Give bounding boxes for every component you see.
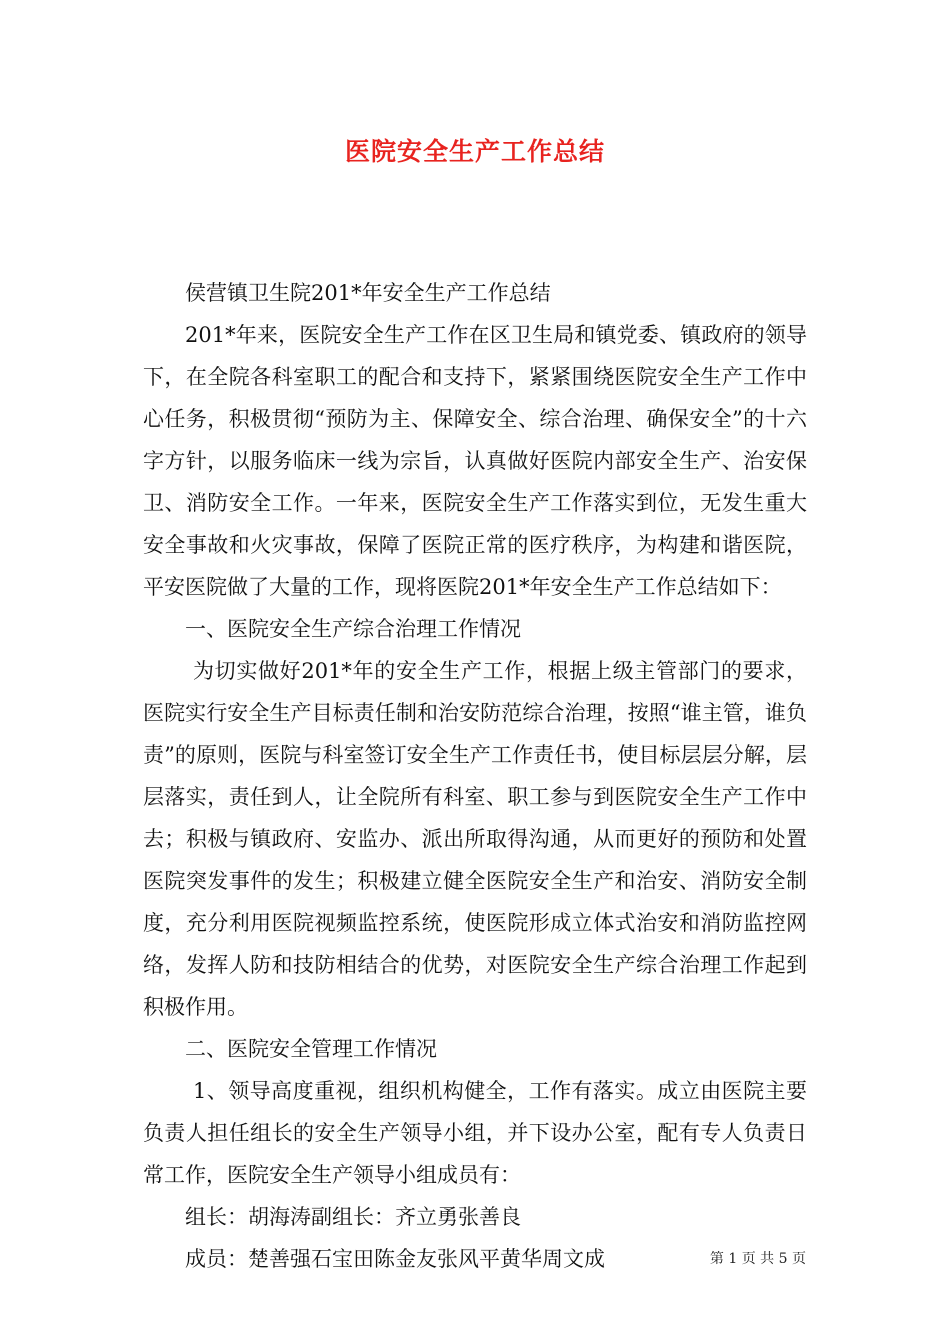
paragraph-section-1: 为切实做好201*年的安全生产工作，根据上级主管部门的要求，医院实行安全生产目标责任制和治安防范综合治理，按照“谁主管，谁负责”的原则，医院与科室签订安全生产工作责任书，使目标层层分解，层层落实，责任到人，让全院所有科室、职工参与到医院安全生产工作中去；积极与镇政府、安监办、派出所取得沟通，从而更好的预防和处置医院突发事件的发生；积极建立健全医院安全生产和治安、消防安全制度，充分利用医院视频监控系统，使医院形成立体式治安和消防监控网络，发挥人防和技防相结合的优势，对医院安全生产综合治理工作起到积极作用。: [143, 659, 807, 1019]
section-heading-1: 一、医院安全生产综合治理工作情况: [185, 617, 521, 641]
paragraph-members: 成员：楚善强石宝田陈金友张风平黄华周文成: [185, 1247, 605, 1271]
paragraph-intro: 201*年来，医院安全生产工作在区卫生局和镇党委、镇政府的领导下，在全院各科室职工的配合和支持下，紧紧围绕医院安全生产工作中心任务，积极贯彻“预防为主、保障安全、综合治理、确保安全”的十六字方针，以服务临床一线为宗旨，认真做好医院内部安全生产、治安保卫、消防安全工作。一年来，医院安全生产工作落实到位，无发生重大安全事故和火灾事故，保障了医院正常的医疗秩序，为构建和谐医院，平安医院做了大量的工作，现将医院201*年安全生产工作总结如下：: [143, 323, 807, 599]
page-number-footer: 第 1 页 共 5 页: [709, 1251, 806, 1267]
document-body: [143, 272, 807, 1280]
paragraph-section-2: 1、领导高度重视，组织机构健全，工作有落实。成立由医院主要负责人担任组长的安全生产领导小组，并下设办公室，配有专人负责日常工作，医院安全生产领导小组成员有：: [143, 1079, 807, 1187]
paragraph-leaders: 组长：胡海涛副组长：齐立勇张善良: [185, 1205, 521, 1229]
paragraph-heading: 侯营镇卫生院201*年安全生产工作总结: [185, 281, 551, 305]
section-heading-2: 二、医院安全管理工作情况: [185, 1037, 437, 1061]
document-title: 医院安全生产工作总结: [344, 137, 605, 166]
